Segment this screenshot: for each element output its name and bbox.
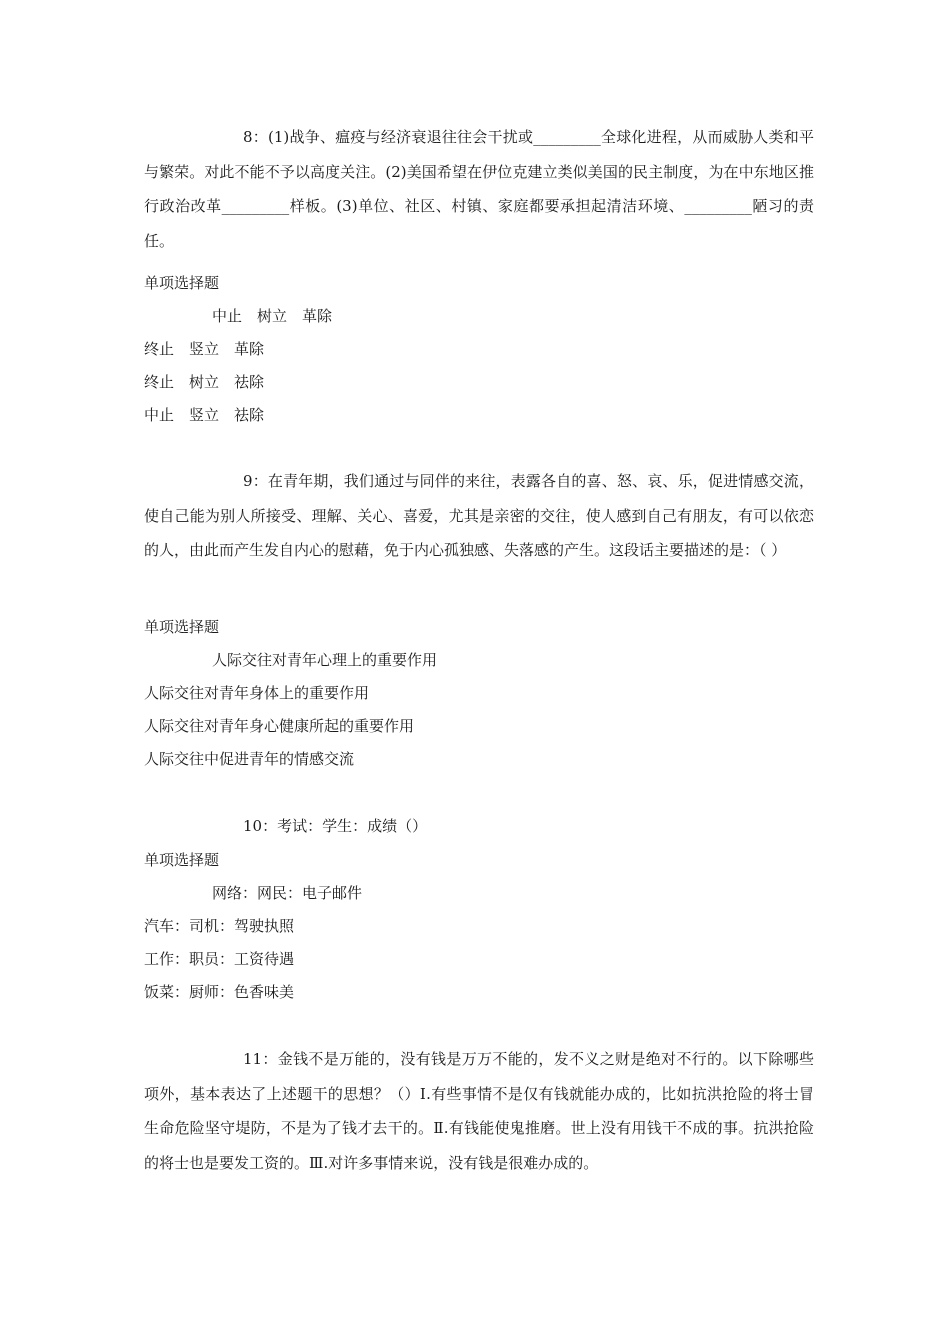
question-9-type: 单项选择题	[144, 618, 220, 636]
question-8-type: 单项选择题	[144, 274, 220, 292]
question-9-option-a: 人际交往对青年心理上的重要作用	[212, 651, 438, 669]
question-10-option-a: 网络：网民：电子邮件	[212, 884, 363, 902]
question-9-option-c: 人际交往对青年身心健康所起的重要作用	[144, 717, 415, 735]
question-9-stem: 9：在青年期，我们通过与同伴的来往，表露各自的喜、怒、哀、乐，促进情感交流，使自己能为别人所接受、理解、关心、喜爱，尤其是亲密的交往，使人感到自己有朋友，有可以依恋的人，由此而产生发自内心的慰藉，免于内心孤独感、失落感的产生。这段话主要描述的是：（ ）	[144, 472, 814, 559]
question-9-option-d: 人际交往中促进青年的情感交流	[144, 750, 355, 768]
question-10-option-c: 工作：职员：工资待遇	[144, 950, 295, 968]
question-10-type: 单项选择题	[144, 851, 220, 869]
question-8-option-b: 终止 竖立 革除	[144, 340, 265, 358]
question-8-option-d: 中止 竖立 祛除	[144, 406, 265, 424]
question-8-stem: 8：(1)战争、瘟疫与经济衰退往往会干扰或_________全球化进程，从而威胁人类和平与繁荣。对此不能不予以高度关注。(2)美国希望在伊位克建立类似美国的民主制度，为在中东地区推行政治改革_________样板。(3)单位、社区、村镇、家庭都要承担起清洁环境、_________陋习的责任。	[144, 128, 814, 250]
question-8-option-c: 终止 树立 祛除	[144, 373, 265, 391]
question-9-option-b: 人际交往对青年身体上的重要作用	[144, 684, 370, 702]
question-10-stem: 10：考试：学生：成绩（）	[243, 817, 428, 835]
question-10-option-d: 饭菜：厨师：色香味美	[144, 983, 295, 1001]
question-8-option-a: 中止 树立 革除	[212, 307, 333, 325]
question-11-stem: 11：金钱不是万能的，没有钱是万万不能的，发不义之财是绝对不行的。以下除哪些项外，基本表达了上述题干的思想？（）Ⅰ.有些事情不是仅有钱就能办成的，比如抗洪抢险的将士冒生命危险坚守堤防，不是为了钱才去干的。Ⅱ.有钱能使鬼推磨。世上没有用钱干不成的事。抗洪抢险的将士也是要发工资的。Ⅲ.对许多事情来说，没有钱是很难办成的。	[144, 1050, 814, 1172]
question-10-option-b: 汽车：司机：驾驶执照	[144, 917, 295, 935]
